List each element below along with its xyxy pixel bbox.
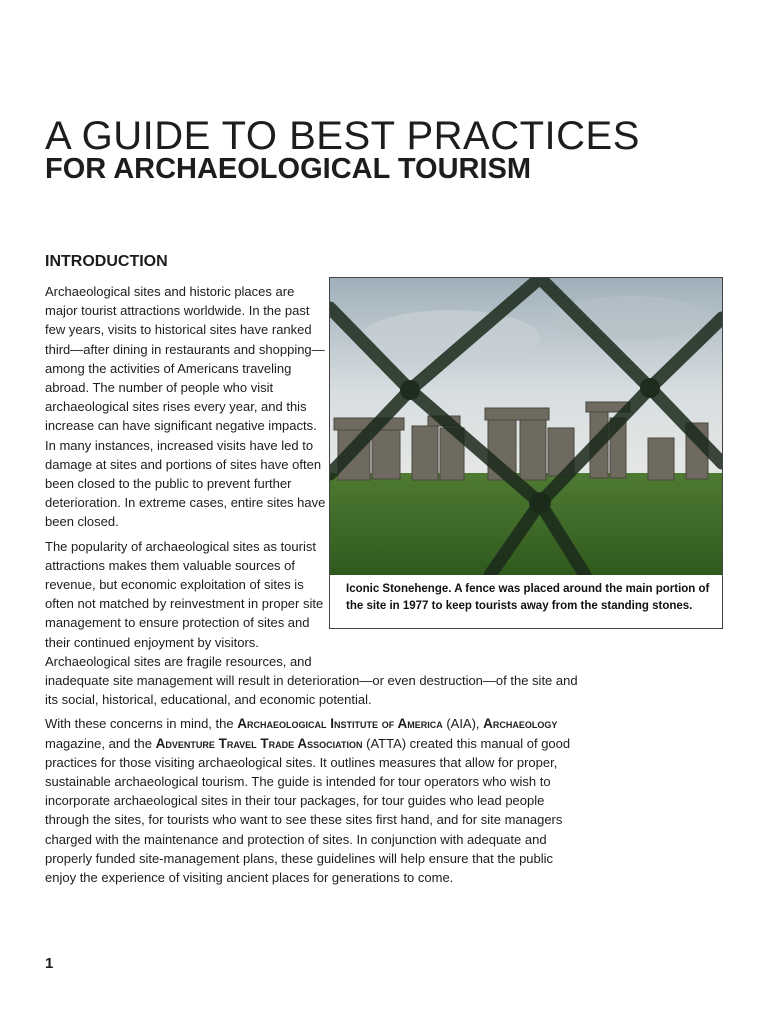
paragraph-1: Archaeological sites and historic places are major tourist attractions worldwide. In the past few years, visits to historical sites have ranked third—after dining in restaurants and shopping—among the activities of Americans traveling abroad. The number of people who visit archaeological sites rises every year, and this increase can have significant negative impacts. In many instances, increased visits have led to damage at sites and portions of sites have often been closed to the public to prevent further deterioration. In extreme cases, entire sites have been closed.	[45, 284, 326, 530]
figure-caption: Iconic Stonehenge. A fence was placed around the main portion of the site in 1977 to keep tourists away from the standing stones.	[346, 583, 710, 612]
paragraph-3-text-a: With these concerns in mind, the	[45, 716, 238, 732]
org-archaeology-magazine: Archaeology	[483, 716, 558, 732]
paragraph-3-text-b: (AIA),	[442, 716, 484, 732]
paragraph-3	[45, 714, 585, 887]
page-number: 1	[45, 955, 54, 972]
org-atta: Adventure Travel Trade Association	[155, 735, 363, 751]
paragraph-3-text-c: magazine, and the	[45, 735, 156, 751]
figure	[329, 277, 723, 629]
org-aia: Archaeological Institute of America	[237, 716, 443, 732]
paragraph-3-text-d: (ATTA) created this manual of good practices for those visiting archaeological sites. It outlines measures that allow for proper, sustainable archaeological tourism. The guide is intended for tour operators who wish to incorporate archaeological sites in their tour packages, for tour guides who lead people through the sites, for tourists who want to see these sites first hand, and for site managers charged with the maintenance and protection of sites. In conjunction with adequate and properly funded site-management plans, these guidelines will help ensure that the public enjoy the experience of visiting ancient places for generations to come.	[45, 735, 571, 886]
stonehenge-photo	[330, 278, 722, 575]
title-line-1: A GUIDE TO BEST PRACTICES	[45, 114, 640, 158]
paragraph-2: The popularity of archaeological sites as tourist attractions makes them valuable sources of revenue, but economic exploitation of sites is often not matched by reinvestment in proper site management to ensure protection of sites and their continued enjoyment by visitors. Archaeological sites are fragile resources, and inadequate site management will result in deterioration—or even destruction—of the site and its social, historical, educational, and economic potential.	[45, 538, 578, 708]
section-heading: INTRODUCTION	[45, 253, 168, 270]
title-line-2: FOR ARCHAEOLOGICAL TOURISM	[45, 153, 532, 185]
